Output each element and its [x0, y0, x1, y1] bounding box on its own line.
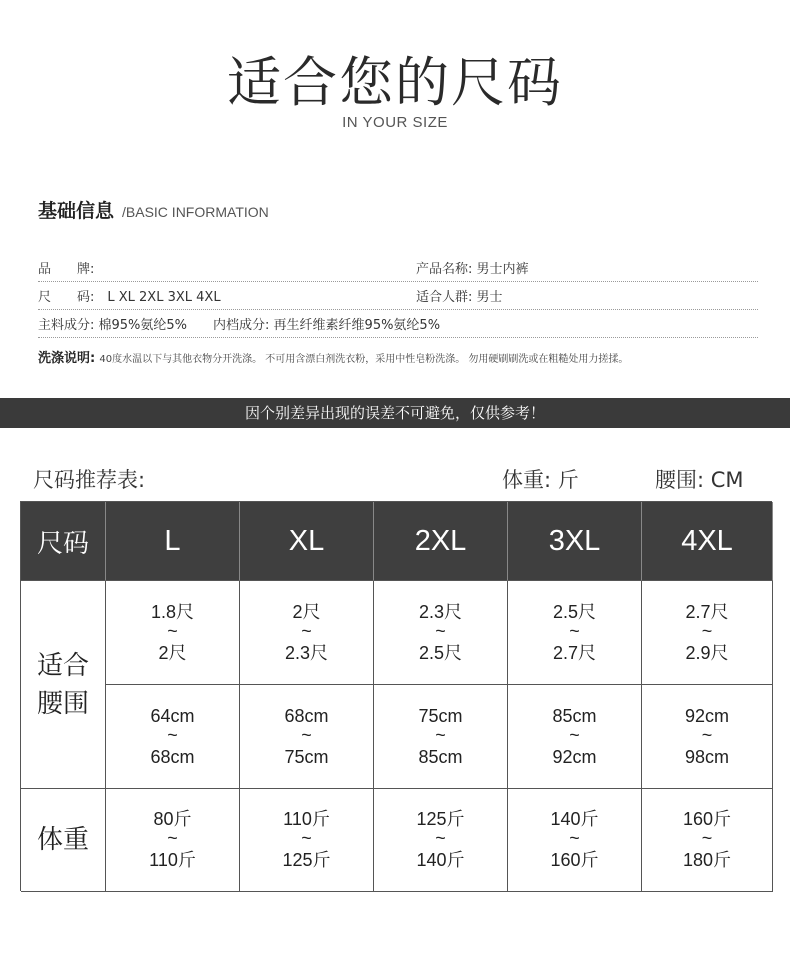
range-tilde: ~: [301, 724, 312, 745]
range-from: 64cm: [150, 705, 195, 726]
waist-chi-cell: [508, 581, 642, 685]
range-tilde: ~: [167, 724, 178, 745]
size-header-label: 4XL: [681, 524, 733, 557]
weight-cell: [508, 789, 642, 892]
range-from: 160斤: [682, 809, 732, 829]
weight-label: 体重: [36, 825, 89, 855]
size-header-label: L: [164, 524, 181, 557]
range-to: 2.5尺: [418, 642, 463, 663]
range-to: 160斤: [550, 850, 599, 870]
wash-text: 40度水温以下与其他衣物分开洗涤。 不可用含漂白剂洗衣粉，采用中性皂粉洗涤。 勿用硬刷刷洗或在粗糙处用力搓揉。: [99, 354, 629, 365]
range-to: 140斤: [416, 850, 465, 870]
range-tilde: ~: [435, 724, 446, 745]
range-tilde: ~: [701, 724, 713, 745]
range-to: 98cm: [684, 746, 729, 767]
waist-unit-label: 腰围: CM: [655, 468, 744, 492]
range-tilde: ~: [301, 620, 312, 641]
wash-label: 洗涤说明:: [38, 351, 96, 366]
header-cell-xl: [240, 502, 374, 581]
weight-cell: [642, 789, 773, 892]
page-subtitle: IN YOUR SIZE: [342, 114, 448, 131]
weight-cell: [106, 789, 240, 892]
basic-info-heading-en: /BASIC INFORMATION: [122, 204, 269, 220]
waist-label-line2: 腰围: [36, 688, 89, 719]
range-to: 75cm: [284, 746, 329, 767]
range-tilde: ~: [435, 828, 446, 848]
page-title: 适合您的尺码: [227, 51, 563, 114]
row-head-waist: [21, 581, 106, 789]
info-material: 主料成分: 棉95%氨纶5% 内档成分: 再生纤维素纤维95%氨纶5%: [38, 318, 441, 333]
range-to: 2尺: [158, 642, 187, 663]
size-chart-table: [20, 501, 772, 891]
waist-label-line1: 适合: [36, 650, 89, 681]
info-target-group: 适合人群: 男士: [416, 290, 503, 305]
range-tilde: ~: [167, 828, 178, 848]
range-from: 75cm: [418, 705, 463, 726]
waist-cm-cell: [642, 685, 773, 789]
size-chart-label: 尺码推荐表:: [33, 468, 146, 492]
range-to: 92cm: [552, 746, 597, 767]
range-from: 1.8尺: [150, 601, 195, 622]
range-tilde: ~: [569, 828, 580, 848]
range-to: 68cm: [150, 746, 195, 767]
waist-chi-cell: [374, 581, 508, 685]
size-header-label: XL: [288, 524, 325, 557]
range-tilde: ~: [701, 620, 713, 641]
range-tilde: ~: [701, 828, 713, 848]
weight-cell: [374, 789, 508, 892]
range-to: 180斤: [682, 850, 732, 870]
info-sizes: 尺 码: L XL 2XL 3XL 4XL: [38, 290, 221, 305]
info-brand: 品 牌:: [38, 262, 95, 277]
waist-cm-cell: [508, 685, 642, 789]
header-size-label: 尺码: [36, 528, 89, 559]
row-head-weight: [21, 789, 106, 892]
waist-chi-cell: [642, 581, 773, 685]
range-from: 85cm: [552, 705, 597, 726]
range-to: 110斤: [149, 850, 196, 870]
waist-cm-cell: [240, 685, 374, 789]
info-row: [38, 259, 758, 282]
header-cell-3xl: [508, 502, 642, 581]
range-from: 125斤: [416, 809, 465, 829]
range-tilde: ~: [167, 620, 178, 641]
range-from: 80斤: [153, 809, 192, 829]
header-cell-2xl: [374, 502, 508, 581]
waist-chi-cell: [240, 581, 374, 685]
size-header-label: 2XL: [414, 524, 467, 557]
basic-info-heading: [38, 196, 269, 223]
header-cell-size: [21, 502, 106, 581]
range-tilde: ~: [569, 724, 580, 745]
range-tilde: ~: [435, 620, 446, 641]
range-to: 2.3尺: [284, 642, 329, 663]
range-from: 68cm: [284, 705, 329, 726]
range-from: 2尺: [292, 601, 321, 622]
range-from: 2.5尺: [552, 601, 597, 622]
disclaimer-banner: 因个别差异出现的误差不可避免，仅供参考！: [0, 398, 790, 428]
header-cell-l: [106, 502, 240, 581]
basic-info-heading-cn: 基础信息: [38, 200, 115, 222]
waist-cm-cell: [374, 685, 508, 789]
info-row: [38, 287, 758, 310]
info-product-name: 产品名称: 男士内裤: [416, 262, 529, 277]
waist-chi-cell: [106, 581, 240, 685]
waist-cm-cell: [106, 685, 240, 789]
size-header-label: 3XL: [548, 524, 601, 557]
weight-cell: [240, 789, 374, 892]
range-tilde: ~: [301, 828, 312, 848]
header-cell-4xl: [642, 502, 773, 581]
range-to: 125斤: [282, 850, 331, 870]
range-from: 140斤: [550, 809, 599, 829]
range-tilde: ~: [569, 620, 580, 641]
range-to: 85cm: [418, 746, 463, 767]
range-from: 110斤: [283, 809, 330, 829]
range-from: 92cm: [684, 705, 729, 726]
info-row: [38, 315, 758, 338]
weight-unit-label: 体重: 斤: [502, 468, 579, 492]
range-from: 2.3尺: [418, 601, 463, 622]
wash-instructions: [38, 347, 758, 366]
range-to: 2.9尺: [685, 642, 729, 663]
range-from: 2.7尺: [685, 601, 729, 622]
range-to: 2.7尺: [552, 642, 597, 663]
